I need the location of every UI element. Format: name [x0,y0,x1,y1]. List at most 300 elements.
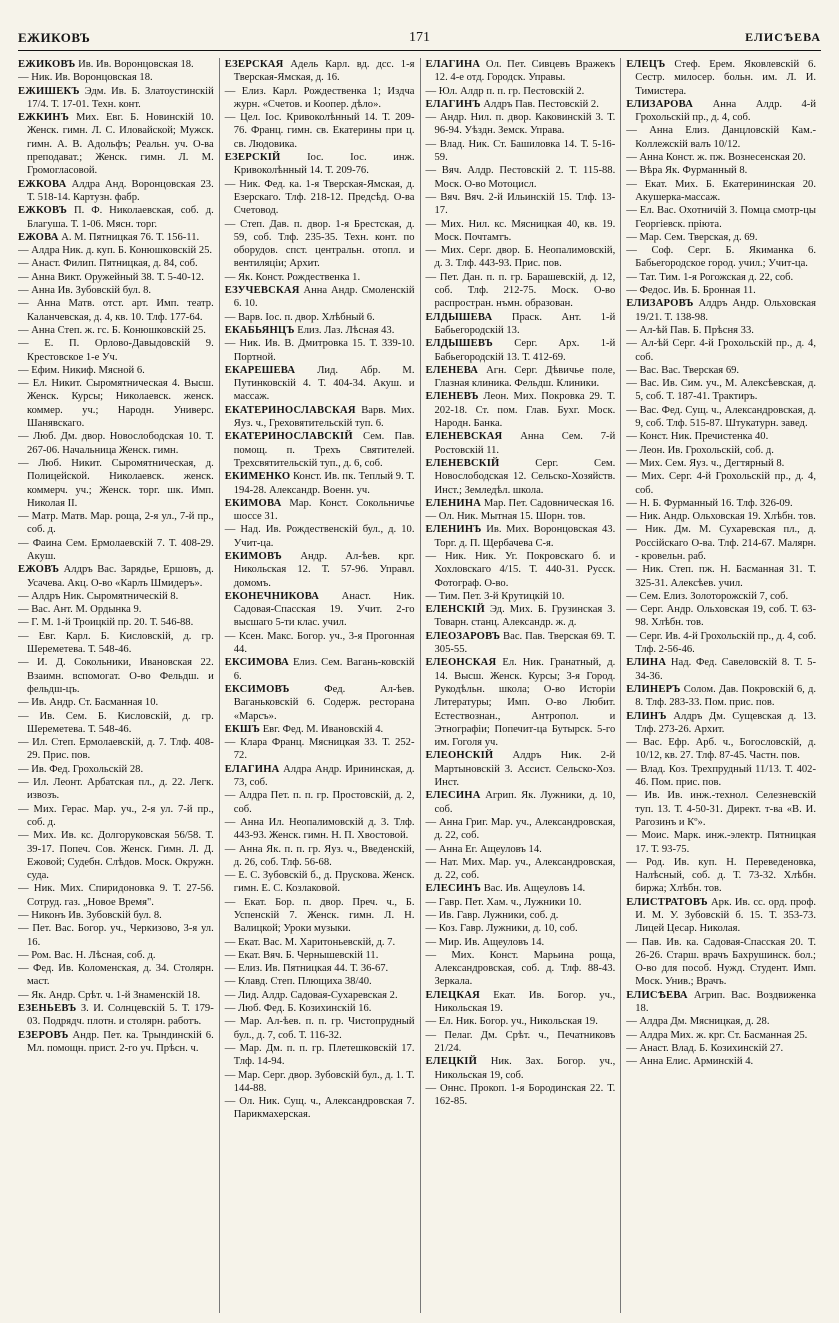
entry-text: Ол. Пет. Сивцевъ Вражекъ 12. 4-е отд. Городск. Управы. [434,59,616,84]
entry-surname: ЕЛАГИНА [425,59,481,70]
directory-entry [426,138,616,165]
entry-text: — Анна Елис. Арминскій 4. [626,1056,754,1068]
entry-surname: ЕЛИНЕРЪ [626,683,681,695]
directory-entry [426,337,616,364]
directory-entry [18,71,214,84]
directory-entry [225,869,415,896]
directory-entry [626,377,816,404]
directory-entry [225,590,415,630]
entry-text: Алдръ Ник. 2-й Мартыновскій 3. Ассист. Сельско-Хоз. Инст. [434,750,616,789]
entry-surname: ЕЗУЧЕВСКАЯ [224,285,300,297]
entry-text: — Ел. Вас. Охотничій 3. Помца смотр-цы Георгіевск. пріюта. [626,205,816,230]
directory-entry [225,843,415,870]
directory-entry [426,896,616,909]
entry-text: — Ел. Никит. Сыромятническая 4. Высш. Женск. Курсы; Николаевск. женск. коммер. уч.; Народн. Универс. Шанявскаго. [18,378,214,430]
directory-entry [426,949,616,989]
entry-text: — Анна Конст. ж. пж. Вознесенская 20. [626,152,806,164]
entry-text: — Анна Елиз. Данцловскій Кам.-Коллежскій валъ 10/12. [626,125,816,150]
directory-entry [426,656,616,749]
entry-text: — Пелаг. Дм. Срѣт. ч., Печатниковъ 21/24. [425,1029,616,1054]
directory-entry [18,510,214,537]
entry-text: — Никонъ Ив. Зубовскій бул. 8. [18,910,162,921]
entry-surname: ЕЛЕОНСКІЙ [425,750,494,762]
directory-entry [18,962,214,989]
entry-text: — Ник. Мих. Спиридоновка 9. Т. 27-56. Сотруд. газ. „Новое Время". [18,883,214,908]
entry-text: Алдра Андр. Ирининская, д. 73, соб. [233,763,415,789]
entry-text: Вас. Ив. Ащеуловъ 14. [483,883,586,895]
entry-text: — Алдра Пет. п. п. гр. Простовскій, д. 2, соб. [224,790,415,815]
directory-entry [426,630,616,657]
entry-text: — Анна Ег. Ащеуловъ 14. [425,843,542,855]
entry-text: Іос. Іос. инж. Кривоколѣнный 14. Т. 209-76. [233,152,415,177]
page-number: 171 [409,30,430,45]
entry-text: — Ефим. Никиф. Мясной 6. [18,364,145,376]
entry-text: — Тим. Пет. 3-й Крутицкій 10. [425,590,565,602]
entry-text: — Алдръ Ник. Сыромятническій 8. [18,590,179,602]
directory-entry [426,550,616,590]
directory-entry [18,178,214,205]
entry-surname: ЕЛЕОЗАРОВЪ [425,630,501,642]
directory-entry [225,111,415,151]
directory-entry [225,324,415,337]
entry-text: — Вас. Ив. Сим. уч., М. Алексѣевская, д. 5, соб. Т. 187-41. Трактиръ. [626,378,816,403]
entry-text: — Ив. Гавр. Лужники, соб. д. [425,910,559,921]
directory-entry [426,789,616,816]
entry-text: — Мих. Ив. кс. Долгоруковская 56/58. Т. 39-17. Попеч. Сов. Женск. Гимн. Л. Д. Ежовой; Судебн. Слѣдов. Моск. Окружн. суда. [18,830,214,882]
entry-surname: ЕЗЕНЬЕВЪ [18,1003,77,1015]
entry-text: Серг. Арх. 1-й Бабьегородскій 13. Т. 412-69. [434,338,616,363]
directory-entry [426,523,616,550]
entry-text: Арк. Ив. сс. орд. проф. И. М. У. Зубовскій б. 15. Т. 353-73. Лицей Цесар. Николая. [635,896,816,935]
directory-entry [18,776,214,803]
entry-text: — Конст. Ник. Пречистенка 40. [626,431,769,443]
entry-text: — Елиз. Карл. Рождественка 1; Издча журн. «Счетов. и Коопер. дѣло». [224,85,415,110]
directory-entry [426,1015,616,1028]
entry-text: Ив. Мих. Воронцовская 43. Торг. д. П. Щербачева С-я. [434,524,616,549]
entry-surname: ЕЛИНЪ [626,710,667,722]
directory-entry [426,856,616,883]
directory-entry [626,523,816,563]
entry-text: — Вяч. Вяч. 2-й Ильинскій 15. Тлф. 13-17. [425,191,616,217]
entry-text: — Ал-ѣй Серг. 4-й Грохольскій пр., д. 4, соб. [626,338,816,363]
directory-entry [426,311,616,338]
directory-entry [626,284,816,297]
directory-entry [426,843,616,856]
directory-entry [18,1002,214,1029]
directory-entry [18,297,214,324]
entry-text: Андр. Ал-ѣев. крг. Никольская 12. Т. 57-96. Управл. домомъ. [233,550,415,589]
entry-text: — Тат. Тим. 1-я Рогожская д. 22, соб. [626,271,794,283]
entry-text: — Фаина Сем. Ермолаевскій 7. Т. 408-29. Акуш. [18,537,214,562]
directory-entry [18,882,214,909]
directory-entry [426,364,616,391]
directory-entry [426,390,616,430]
directory-entry [225,989,415,1002]
directory-entry [225,1042,415,1069]
directory-entry [225,151,415,178]
directory-entry [426,244,616,271]
entry-text: — Ив. Фед. Грохольскій 28. [18,763,144,775]
directory-entry [426,882,616,895]
directory-entry [426,111,616,138]
entry-text: — Г. М. 1-й Троицкій пр. 20. Т. 546-88. [18,617,194,629]
entry-surname: ЕКИМОВА [224,497,282,509]
directory-entry [426,271,616,311]
entry-text: Над. Фед. Савеловскій 8. Т. 5-34-36. [635,657,816,682]
directory-entry [18,989,214,1002]
entry-text: — Федос. Ив. Б. Бронная 11. [626,285,756,297]
directory-entry [626,1015,816,1028]
entry-text: Мар. Пет. Садовническая 16. [483,497,615,509]
entry-surname: ЕЛДЫШЕВА [425,311,493,323]
directory-entry [626,164,816,177]
entry-surname: ЕЛЕНЕВСКАЯ [425,431,503,443]
directory-entry [18,364,214,377]
directory-entry [18,616,214,629]
directory-entry [426,218,616,245]
entry-surname: ЕКАБЬЯНЦЪ [224,324,295,336]
entry-surname: ЕЛЕЦЪ [626,59,666,70]
directory-entry [18,284,214,297]
directory-entry [18,803,214,830]
entry-text: — Ил. Степ. Ермолаевскій, д. 7. Тлф. 408-29. Прис. пов. [18,737,214,762]
directory-entry [626,324,816,337]
running-head-right: ЕЛИСѢЕВА [745,30,821,44]
directory-entry [225,896,415,936]
directory-entry [18,590,214,603]
directory-entry [426,603,616,630]
directory-entry [426,58,616,85]
entry-surname: ЕКСИМОВЪ [224,683,290,695]
directory-entry [225,789,415,816]
entry-text: — Ник. Фед. ка. 1-я Тверская-Ямская, д. Езерскаго. Тлф. 218-12. Предсѣд. О-ва Счетовод. [224,178,415,217]
directory-entry [225,58,415,85]
directory-entry [18,630,214,657]
entry-text: — Лид. Алдр. Садовая-Сухаревская 2. [224,989,398,1001]
entry-text: — Анаст. Влад. Б. Козихинскій 27. [626,1042,784,1054]
entry-surname: ЕКИМОВЪ [224,550,282,562]
directory-entry [225,284,415,311]
directory-entry [18,909,214,922]
entry-surname: ЕКШЪ [224,723,261,735]
entry-text: — Екат. Вас. М. Харитоньевскій, д. 7. [224,936,396,948]
entry-text: — Елиз. Ив. Пятницкая 44. Т. 36-67. [224,963,389,975]
entry-text: Солом. Дав. Покровскій 6, д. 8. Тлф. 283-33. Пом. прис. пов. [635,683,817,709]
entry-text: — Пет. Дан. п. п. гр. Барашевскій, д. 12, соб. Тлф. 212-75. Моск. О-во распростран. нъмн. образован. [425,271,616,310]
directory-entry [225,271,415,284]
entry-text: — Мар. Ал-ѣев. п. п. гр. Чистопрудный бул., д. 7, соб. Т. 116-32. [224,1016,415,1041]
directory-entry [225,364,415,404]
directory-entry [426,989,616,1016]
entry-text: — Коз. Гавр. Лужники, д. 10, соб. [425,923,578,935]
entry-text: Елиз. Лаз. Лѣсная 43. [297,324,395,336]
entry-text: — Цел. Іос. Кривоколѣнный 14. Т. 209-76. Франц. гимн. св. Екатерины при ц. св. Людовика. [224,112,415,150]
entry-text: — Мих. Сем. Яуз. ч., Дегтярный 8. [626,457,785,469]
directory-entry [225,656,415,683]
entry-text: — Клара Франц. Мясницкая 33. Т. 252-72. [224,737,415,762]
directory-entry [18,829,214,882]
directory-entry [225,736,415,763]
directory-entry [18,710,214,737]
directory-entry [626,297,816,324]
entry-text: — Алдра Мих. ж. крг. Ст. Басманная 25. [626,1029,808,1041]
entry-text: Серг. Сем. Новослободская 12. Сельско-Хозяйств. Инст.; Земледѣл. школа. [434,457,616,496]
directory-entry [626,896,816,936]
entry-text: — Анна Як. п. п. гр. Яуз. ч., Введенскій, д. 26, соб. Тлф. 56-68. [224,843,415,868]
entry-surname: ЕЖОВЪ [18,564,60,576]
entry-text: — Анна Ив. Зубовскій бул. 8. [18,285,152,297]
entry-text: — Е. С. Зубовскій б., д. Прускова. Женск. гимн. Е. С. Козлаковой. [224,870,415,895]
entry-text: — Н. Б. Фурманный 16. Тлф. 326-09. [626,497,793,509]
directory-entry [626,271,816,284]
directory-entry [426,98,616,111]
entry-text: — Над. Ив. Рождественскій бул., д. 10. Учит-ца. [224,524,415,549]
directory-entry [626,58,816,98]
entry-text: — Люб. Фед. Б. Козихинскій 16. [224,1003,372,1015]
entry-text: Мих. Евг. Б. Новинскій 10. Женск. гимн. Л. С. Иловайской; Мужск. гимн. А. В. Адольфъ; Реальн. уч. О-ва преподават.; Женск. гимн. Л. М. Громогласовой. [27,112,214,177]
entry-text: — Як. Конст. Рождественка 1. [224,271,361,283]
entry-text: Адель Карл. вд. дсс. 1-я Тверская-Ямская, д. 16. [233,59,415,84]
entry-text: — Анна Викт. Оружейный 38. Т. 5-40-12. [18,271,204,283]
directory-entry [626,124,816,151]
directory-entry [626,204,816,231]
directory-entry [626,178,816,205]
entry-text: — Матр. Матв. Мар. роща, 2-я ул., 7-й пр., соб. д. [18,511,214,536]
directory-entry [18,537,214,564]
directory-entry [626,364,816,377]
directory-entry [225,936,415,949]
entry-text: — Мих. Нил. кс. Мясницкая 40, кв. 19. Моск. Почтамтъ. [425,218,616,243]
entry-text: — Ал-ѣй Пав. Б. Прѣсня 33. [626,324,754,336]
page-header [18,8,821,48]
entry-text: Сем. Пав. помощ. п. Трехъ Святителей. Трехсвятительскій туп., д. 6, соб. [233,431,415,469]
directory-entry [18,244,214,257]
entry-text: — Ив. Сем. Б. Кисловскій, д. гр. Шереметева. Т. 548-46. [18,710,214,735]
entry-text: Андр. Пет. ка. Трындинскій 6. Мл. помощн. прист. 2-го уч. Прѣсн. ч. [27,1029,214,1054]
directory-entry [626,444,816,457]
directory-entry [225,550,415,590]
directory-entry [626,1029,816,1042]
entry-text: Анна Алдр. 4-й Грохольскій пр., д. 4, соб. [635,98,816,124]
entry-text: — Юл. Алдр п. п. гр. Пестовскій 2. [425,85,585,97]
entry-text: Вас. Пав. Тверская 69. Т. 305-55. [434,630,616,656]
entry-text: А. М. Пятницкая 76. Т. 156-11. [61,231,200,243]
column-1 [18,58,219,1313]
entry-surname: ЕЛИЗАРОВА [626,98,694,110]
entry-surname: ЕЛЕНЕВЪ [425,391,479,403]
entry-text: — Алдра Дм. Мясницкая, д. 28. [626,1016,770,1028]
entry-text: — Мих. Серг. двор. Б. Неопалимовскій, д. 3. Тлф. 443-93. Прис. пов. [425,245,616,270]
entry-text: — Анна Григ. Мар. уч., Александровская, д. 22, соб. [425,816,616,842]
column-2 [219,58,420,1313]
entry-surname: ЕЛИНА [626,657,667,669]
entry-surname: ЕЛЕОНСКАЯ [425,657,497,669]
directory-entry [225,404,415,431]
entry-surname: ЕЛИСТРАТОВЪ [626,896,708,908]
directory-entry [18,949,214,962]
directory-entry [225,218,415,271]
directory-entry [225,430,415,470]
entry-text: Алдра Анд. Воронцовская 23. Т. 518-14. Картузн. фабр. [27,178,214,203]
entry-text: Варв. Мих. Яуз. ч., Греховятительскій туп. 6. [233,404,415,430]
entry-text: — Ник. Андр. Ольховская 19. Хлѣбн. тов. [626,511,816,523]
entry-surname: ЕКОНЕЧНИКОВА [224,590,320,602]
entry-text: Агн. Серг. Дѣвичье поле, Глазная клиника. Фельдш. Клиники. [434,364,616,390]
entry-text: — Ник. Дм. М. Сухаревская пл., д. Россійскаго О-ва. Тлф. 214-67. Малярн. - кровельн. раб. [626,524,816,562]
directory-entry [18,763,214,776]
entry-text: — Андр. Нил. п. двор. Каковинскій 3. Т. 96-94. Уѣздн. Земск. Управа. [425,112,616,137]
directory-entry [626,563,816,590]
directory-entry [18,271,214,284]
entry-text: Леон. Мих. Покровка 29. Т. 202-18. Ст. пом. Глав. Бухг. Моск. Народн. Банка. [434,391,616,430]
directory-entry [18,696,214,709]
entry-text: — Мар. Дм. п. п. гр. Плетешковскій 17. Тлф. 14-94. [224,1042,415,1068]
column-4 [620,58,821,1313]
directory-entry [18,922,214,949]
directory-entry [225,1015,415,1042]
directory-entry [626,710,816,737]
entry-text: — Анна Степ. ж. гс. Б. Конюшковскій 25. [18,324,206,336]
directory-entry [426,164,616,191]
entry-text: — Ник. Ив. В. Дмитровка 15. Т. 339-10. Портной. [224,338,415,363]
directory-entry [18,337,214,364]
entry-text: — Леон. Ив. Грохольскій, соб. д. [626,444,774,456]
entry-text: Эд. Мих. Б. Грузинская 3. Товарн. станц. Александр. ж. д. [434,604,616,629]
entry-surname: ЕЛЕСИНА [425,790,481,802]
directory-entry [225,962,415,975]
directory-entry [626,430,816,443]
entry-text: — Ол. Ник. Мытная 15. Шорн. тов. [425,511,586,523]
directory-entry [225,723,415,736]
directory-entry [426,191,616,218]
entry-text: — Е. П. Орлово-Давыдовскій 9. Крестовское 1-е Уч. [18,338,214,363]
entry-text: — Мих. Серг. 4-й Грохольскій пр., д. 4, соб. [626,471,816,496]
directory-entry [225,523,415,550]
entry-text: П. Ф. Николаевская, соб. д. Благуша. Т. 1-06. Мясн. торг. [27,205,214,230]
entry-surname: ЕКАТЕРИНОСЛАВСКІЙ [224,431,353,443]
directory-entry [426,430,616,457]
entry-text: Мар. Конст. Сокольничье шоссе 31. [233,497,415,523]
entry-text: — Вас. Фед. Сущ. ч., Александровская, д. 9, соб. Тлф. 515-87. Штукатурн. завед. [626,404,816,430]
directory-entry [18,111,214,177]
entry-text: — Анна Матв. отст. арт. Имп. театр. Каланчевская, д. 4, кв. 10. Тлф. 177-64. [18,298,214,323]
directory-entry [426,590,616,603]
directory-entry [18,457,214,510]
entry-surname: ЕЛАГИНА [224,763,280,775]
entry-text: — Мих. Герас. Мар. уч., 2-я ул. 7-й пр., соб. д. [18,803,214,828]
entry-text: Праск. Ант. 1-й Бабьегородскій 13. [434,311,616,336]
directory-entry [426,1082,616,1109]
entry-surname: ЕКСИМОВА [224,657,290,669]
directory-entry [225,337,415,364]
entry-text: — Ник. Ник. Уг. Покровскаго б. и Хохловскаго 4/15. Т. 440-31. Русск. Фотограф. О-во. [425,550,616,589]
entry-surname: ЕКИМЕНКО [224,471,291,483]
entry-text: — Вас. Ант. М. Ордынка 9. [18,604,142,616]
entry-text: Алдръ Пав. Пестовскій 2. [483,98,599,110]
directory-entry [626,231,816,244]
directory-entry [225,311,415,324]
entry-surname: ЕЛЕЦКІЙ [425,1056,478,1068]
directory-entry [626,244,816,271]
directory-entry [225,683,415,723]
directory-entry [225,1002,415,1015]
entry-text: — Евг. Карл. Б. Кисловскій, д. гр. Шереметева. Т. 548-46. [18,630,214,656]
entry-text: — Люб. Никит. Сыромятническая, д. Полицейской. Николаевск. женск. коммерч. уч.; Женск. торг. шк. Имп. Николая II. [18,457,214,509]
entry-text: — Род. Ив. куп. Н. Переведеновка, Налѣсный, соб. д. Т. 73-32. Хлѣбн. биржа; Хлѣбн. тов. [626,856,816,895]
directory-entry [18,377,214,430]
entry-surname: ЕЛЕЦКАЯ [425,989,481,1001]
directory-entry [626,590,816,603]
entry-text: — Пет. Вас. Богор. уч., Черкизово, 3-я ул. 16. [18,923,214,948]
directory-entry [426,816,616,843]
entry-surname: ЕКАТЕРИНОСЛАВСКАЯ [224,404,356,416]
entry-text: — Соф. Серг. Б. Якиманка 6. Бабьегородское город. учил.; Учит-ца. [626,245,816,270]
entry-text: — Екат. Вяч. Б. Чернышевскій 11. [224,949,379,961]
entry-text: — Мир. Ив. Ащеуловъ 14. [425,936,545,948]
directory-entry [225,816,415,843]
directory-entry [426,749,616,789]
entry-text: — Ром. Вас. Н. Лѣсная, соб. д. [18,949,156,961]
entry-text: — Ив. Андр. Ст. Басманная 10. [18,697,159,709]
entry-text: — Нат. Мих. Мар. уч., Александровская, д. 22, соб. [425,856,616,882]
entry-text: — Вас. Ефр. Арб. ч., Богословскій, д. 10/12, кв. 27. Тлф. 87-45. Частн. пов. [626,737,816,762]
directory-entry [225,1069,415,1096]
directory-entry [18,1029,214,1056]
entry-text: — Ксен. Макс. Богор. уч., 3-я Прогонная 44. [224,630,415,656]
column-3 [420,58,621,1313]
directory-entry [626,457,816,470]
directory-entry [626,789,816,829]
directory-entry [225,497,415,524]
directory-entry [626,603,816,630]
entry-text: — Серг. Андр. Ольховская 19, соб. Т. 63-98. Хлѣбн. тов. [626,604,816,629]
entry-text: — Оннс. Прокоп. 1-я Бородинская 22. Т. 162-85. [425,1082,616,1108]
directory-entry [426,457,616,497]
entry-text: Лид. Абр. М. Путинковскій 4. Т. 404-34. Акуш. и массаж. [233,364,415,403]
directory-entry [225,85,415,112]
entry-text: — Анаст. Филип. Пятницкая, д. 84, соб. [18,258,198,270]
entry-surname: ЕЖИШЕКЪ [18,85,80,97]
directory-entry [18,603,214,616]
entry-text: — Вас. Вас. Тверская 69. [626,364,740,376]
entry-surname: ЕЛДЫШЕВЪ [425,338,493,350]
entry-text: Агрип. Як. Лужники, д. 10, соб. [434,790,616,815]
entry-text: Алдръ Андр. Ольховская 19/21. Т. 138-98. [635,298,816,323]
entry-text: — Ил. Леонт. Арбатская пл., д. 22. Легк. извозъ. [18,777,214,802]
directory-entry [426,1029,616,1056]
entry-text: — Як. Андр. Срѣт. ч. 1-й Знаменскій 18. [18,989,201,1001]
directory-entry [426,85,616,98]
running-head-left: ЕЖИКОВЪ [18,30,91,45]
directory-entry [626,936,816,989]
directory-entry [626,656,816,683]
entry-text: Елиз. Сем. Вагань-ковскій 6. [233,657,415,682]
entry-text: Ел. Ник. Гранатный, д. 14. Высш. Женск. Курсы; 3-я Город. Рукодѣльн. школа; О-во Исторіи Литературы; Имп. О-во Любит. Естествознан., Антропол. и Этнографіи; Попечит-ца Бутырск. 5-го им. Гоголя уч. [434,657,616,749]
entry-text: — Моис. Марк. инж.-электр. Пятницкая 17. Т. 93-75. [626,830,816,855]
entry-text: — Гавр. Пет. Хам. ч., Лужники 10. [425,896,582,908]
directory-entry [626,630,816,657]
directory-entry [225,949,415,962]
entry-text: — Ник. Степ. пж. Н. Басманная 31. Т. 325-31. Алексѣев. учил. [626,564,816,589]
directory-entry [426,936,616,949]
entry-text: — Варв. Іос. п. двор. Хлѣбный 6. [224,311,375,323]
entry-text: — И. Д. Сокольники, Ивановская 22. Взаимн. вспомогат. О-во Фельдш. и фельдш-цъ. [18,657,214,695]
entry-text: — Фед. Ив. Коломенская, д. 34. Столярн. маст. [18,963,214,988]
entry-surname: ЕЛИСѢЕВА [626,989,688,1001]
entry-text: — Пав. Ив. ка. Садовая-Спасская 20. Т. 26-26. Старш. врачъ Бахрушинск. бол.; О-во для пособ. Нужд. Студент. Имп. Моск. Унив.; Врачъ. [626,936,816,988]
directory-entry [18,85,214,112]
entry-surname: ЕЖКОВЪ [18,205,68,217]
